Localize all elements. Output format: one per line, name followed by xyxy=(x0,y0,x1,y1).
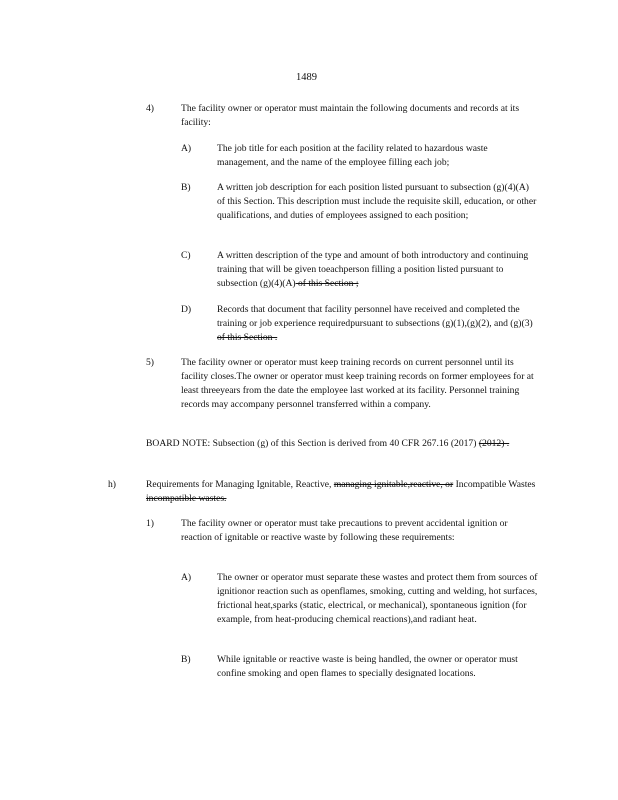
board-note-struck: (2012) . xyxy=(478,438,510,449)
item-text-h1: The facility owner or operator must take precautions to prevent accidental ignition or reaction of ignitable or reactive waste by following these requirements: xyxy=(181,518,508,543)
item-label-4c: C) xyxy=(181,250,191,261)
item-text-4c-main: A written description of the type and amount of both introductory and continuing training that will be given toeachperson filling a position listed pursuant to subsection (g)(4)(A) xyxy=(217,250,529,289)
section-h-struck-a: managing ignitable,reactive, or xyxy=(333,479,454,490)
item-text-h1b: While ignitable or reactive waste is being handled, the owner or operator must confine smoking and open flames to specially designated locations. xyxy=(217,654,518,679)
item-text-h1a: The owner or operator must separate these wastes and protect them from sources of ignitionor reaction such as openflames, smoking, cutting and welding, hot surfaces, frictional heat,sparks (static, electrical, or mechanical), spontaneous ignition (for example, from heat-producing chemical reactions),and radiant heat. xyxy=(217,572,538,625)
section-h-label: h) xyxy=(108,479,116,490)
item-text-4: The facility owner or operator must maintain the following documents and records at its facility: xyxy=(181,103,520,128)
item-label-h1: 1) xyxy=(146,518,154,529)
item-text-4a: The job title for each position at the facility related to hazardous waste management, and the name of the employee filling each job; xyxy=(217,143,488,168)
item-label-h1b: B) xyxy=(181,654,191,665)
item-label-4d: D) xyxy=(181,304,192,315)
item-label-4b: B) xyxy=(181,182,191,193)
board-note xyxy=(146,437,539,451)
item-label-4a: A) xyxy=(181,143,192,154)
page-number: 1489 xyxy=(296,72,317,83)
item-text-5: The facility owner or operator must keep training records on current personnel until its facility closes.The owner or operator must keep training records on former employees for at least threeyears from the date the employee last worked at its facility. Personnel training records may accompany personnel transferred within a company. xyxy=(181,357,534,410)
section-h-text-b: Incompatible Wastes xyxy=(453,479,536,490)
item-text-4b: A written job description for each position listed pursuant to subsection (g)(4)(A) of this Section. This description must include the requisite skill, education, or other qualifications, and duties of employees assigned to each position; xyxy=(217,182,537,221)
item-text-4d-main: Records that document that facility personnel have received and completed the training or job experience requiredpursuant to subsections (g)(1),(g)(2), and (g)(3) xyxy=(217,304,533,329)
board-note-main: BOARD NOTE: Subsection (g) of this Section is derived from 40 CFR 267.16 (2017) xyxy=(146,438,479,449)
item-text-4d-struck: of this Section . xyxy=(217,332,278,343)
item-label-4: 4) xyxy=(146,103,154,114)
item-label-5: 5) xyxy=(146,357,154,368)
item-text-4d xyxy=(217,303,539,345)
section-h-struck-b: incompatible wastes. xyxy=(146,493,227,504)
item-text-4c-struck: of this Section ; xyxy=(295,278,359,289)
section-h-heading xyxy=(146,478,539,506)
section-h-text-a: Requirements for Managing Ignitable, Reactive, xyxy=(146,479,334,490)
item-label-h1a: A) xyxy=(181,572,192,583)
item-text-4c xyxy=(217,249,539,291)
